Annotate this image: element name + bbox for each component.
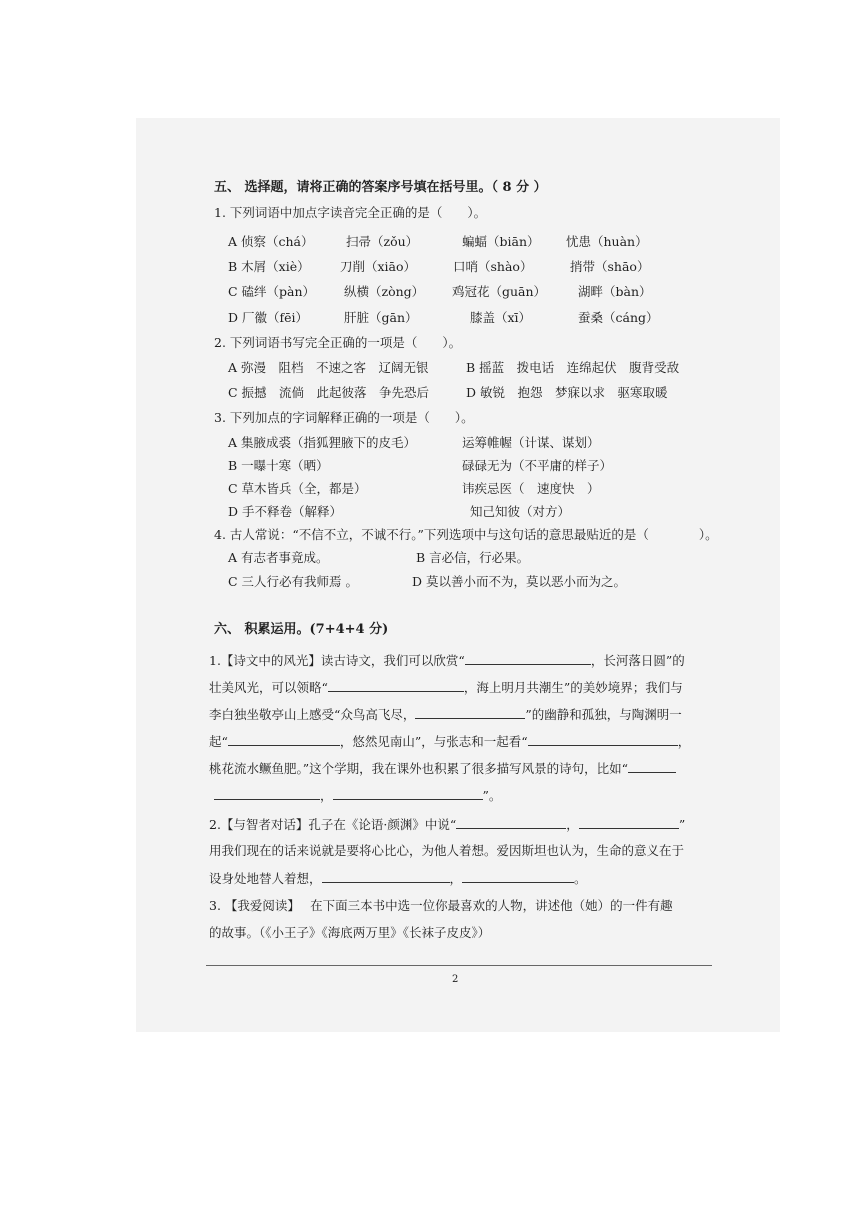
p3-line2: 的故事。（《小王子》《海底两万里》《长袜子皮皮》） — [209, 925, 491, 940]
answer-blank[interactable] — [415, 706, 525, 719]
p1-text: ， — [320, 788, 333, 803]
p1-line4 — [209, 733, 690, 750]
q1-a3: 蝙蝠（biān） — [462, 234, 540, 249]
q4-b: B 言必信，行必果。 — [416, 550, 530, 565]
q4-c: C 三人行必有我师焉 。 — [228, 574, 359, 589]
q3-a: A 集腋成裘（指狐狸腋下的皮毛） — [228, 435, 417, 450]
q2-d: D 敏锐 抱怨 梦寐以求 驱寒取暖 — [466, 385, 668, 400]
p1-line5 — [209, 760, 676, 777]
p3-line1: 3. 【我爱阅读】 在下面三本书中选一位你最喜欢的人物，讲述他（她）的一件有趣 — [209, 898, 673, 913]
q4-d: D 莫以善小而不为，莫以恶小而为之。 — [412, 574, 626, 589]
p2-text: 。 — [574, 871, 587, 886]
p2-line2: 用我们现在的话来说就是要将心比心，为他人着想。爱因斯坦也认为，生命的意义在于 — [209, 843, 685, 858]
q1-d4: 蚕桑（cáng） — [578, 310, 659, 325]
p1-text: 1.【诗文中的风光】读古诗文，我们可以欣赏“ — [209, 653, 465, 668]
q1-a4: 忧患（huàn） — [566, 234, 648, 249]
p1-line3 — [209, 706, 682, 723]
q1-d2: 肝脏（gān） — [344, 310, 418, 325]
section5-title: 五、 选择题，请将正确的答案序号填在括号里。（ 8 分 ） — [214, 180, 547, 195]
q1-c3: 鸡冠花（guān） — [452, 284, 547, 299]
q3-d2: 知己知彼（对方） — [470, 504, 571, 519]
q2-c: C 振撼 流倘 此起彼落 争先恐后 — [228, 385, 430, 400]
q4-a: A 有志者事竟成。 — [228, 550, 329, 565]
answer-line[interactable] — [206, 965, 712, 966]
p1-line1 — [209, 652, 685, 669]
q1-c2: 纵横（zòng） — [344, 284, 425, 299]
question4: 4. 古人常说：“不信不立，不诚不行。”下列选项中与这句话的意思最贴近的是（ ）。 — [214, 527, 718, 542]
p2-line1 — [209, 816, 685, 833]
q3-b2: 碌碌无为（不平庸的样子） — [462, 458, 613, 473]
p1-text: ， — [677, 734, 691, 749]
q1-c4: 湖畔（bàn） — [578, 284, 652, 299]
p2-text: ， — [566, 817, 579, 832]
q2-b: B 摇蓝 拨电话 连绵起伏 腹背受敌 — [466, 360, 680, 375]
q1-b2: 刀削（xiāo） — [340, 259, 417, 274]
p2-text: ， — [449, 871, 463, 886]
answer-blank[interactable] — [628, 760, 676, 773]
answer-blank[interactable] — [333, 787, 483, 800]
answer-blank[interactable] — [456, 816, 566, 829]
q1-a1: A 侦察（chá） — [228, 234, 314, 249]
q1-b1: B 木屑（xiè） — [228, 259, 310, 274]
p1-line2 — [209, 679, 683, 696]
p1-text: ”的幽静和孤独，与陶渊明一 — [525, 707, 682, 722]
q1-d1: D 厂徽（fēi） — [228, 310, 309, 325]
p2-text: 2.【与智者对话】孔子在《论语·颜渊》中说“ — [209, 817, 457, 832]
answer-blank[interactable] — [214, 787, 320, 800]
p2-text: ” — [678, 817, 686, 832]
p1-line6 — [214, 787, 501, 804]
p1-text: 起“ — [209, 734, 228, 749]
p1-text: ，悠然见南山”，与张志和一起看“ — [339, 734, 528, 749]
q1-d3: 膝盖（xī） — [470, 310, 532, 325]
answer-blank[interactable] — [322, 870, 450, 883]
question1: 1. 下列词语中加点字读音完全正确的是（ ）。 — [214, 205, 487, 220]
q1-c1: C 磕绊（pàn） — [228, 284, 316, 299]
q1-a2: 扫帚（zǒu） — [346, 234, 419, 249]
page-number: 2 — [452, 974, 459, 985]
p1-text: ”。 — [482, 788, 502, 803]
p1-text: 李白独坐敬亭山上感受“众鸟高飞尽， — [209, 707, 416, 722]
q1-b4: 捎带（shāo） — [570, 259, 650, 274]
answer-blank[interactable] — [579, 816, 679, 829]
question3: 3. 下列加点的字词解释正确的一项是（ ）。 — [214, 410, 474, 425]
q3-c: C 草木皆兵（全，都是） — [228, 481, 367, 496]
p1-text: 壮美风光，可以领略“ — [209, 680, 328, 695]
answer-blank[interactable] — [328, 679, 464, 692]
q3-a2: 运筹帷幄（计谋、谋划） — [462, 435, 600, 450]
section6-title: 六、 积累运用。(7+4+4 分) — [214, 622, 389, 637]
answer-blank[interactable] — [528, 733, 678, 746]
q2-a: A 弥漫 阻档 不速之客 辽阔无银 — [228, 360, 429, 375]
q1-b3: 口哨（shào） — [453, 259, 533, 274]
answer-blank[interactable] — [462, 870, 574, 883]
answer-blank[interactable] — [228, 733, 340, 746]
answer-blank[interactable] — [465, 652, 591, 665]
p1-text: ，长河落日圆”的 — [590, 653, 685, 668]
p1-text: ，海上明月共潮生”的美妙境界；我们与 — [463, 680, 683, 695]
p2-line3 — [209, 870, 587, 887]
p2-text: 设身处地替人着想， — [209, 871, 322, 886]
question2: 2. 下列词语书写完全正确的一项是（ ）。 — [214, 335, 462, 350]
q3-d: D 手不释卷（解释） — [228, 504, 342, 519]
q3-c2: 讳疾忌医（ 速度快 ） — [462, 481, 600, 496]
p1-text: 桃花流水鳜鱼肥。”这个学期，我在课外也积累了很多描写风景的诗句，比如“ — [209, 761, 629, 776]
q3-b: B 一曝十寒（晒） — [228, 458, 329, 473]
